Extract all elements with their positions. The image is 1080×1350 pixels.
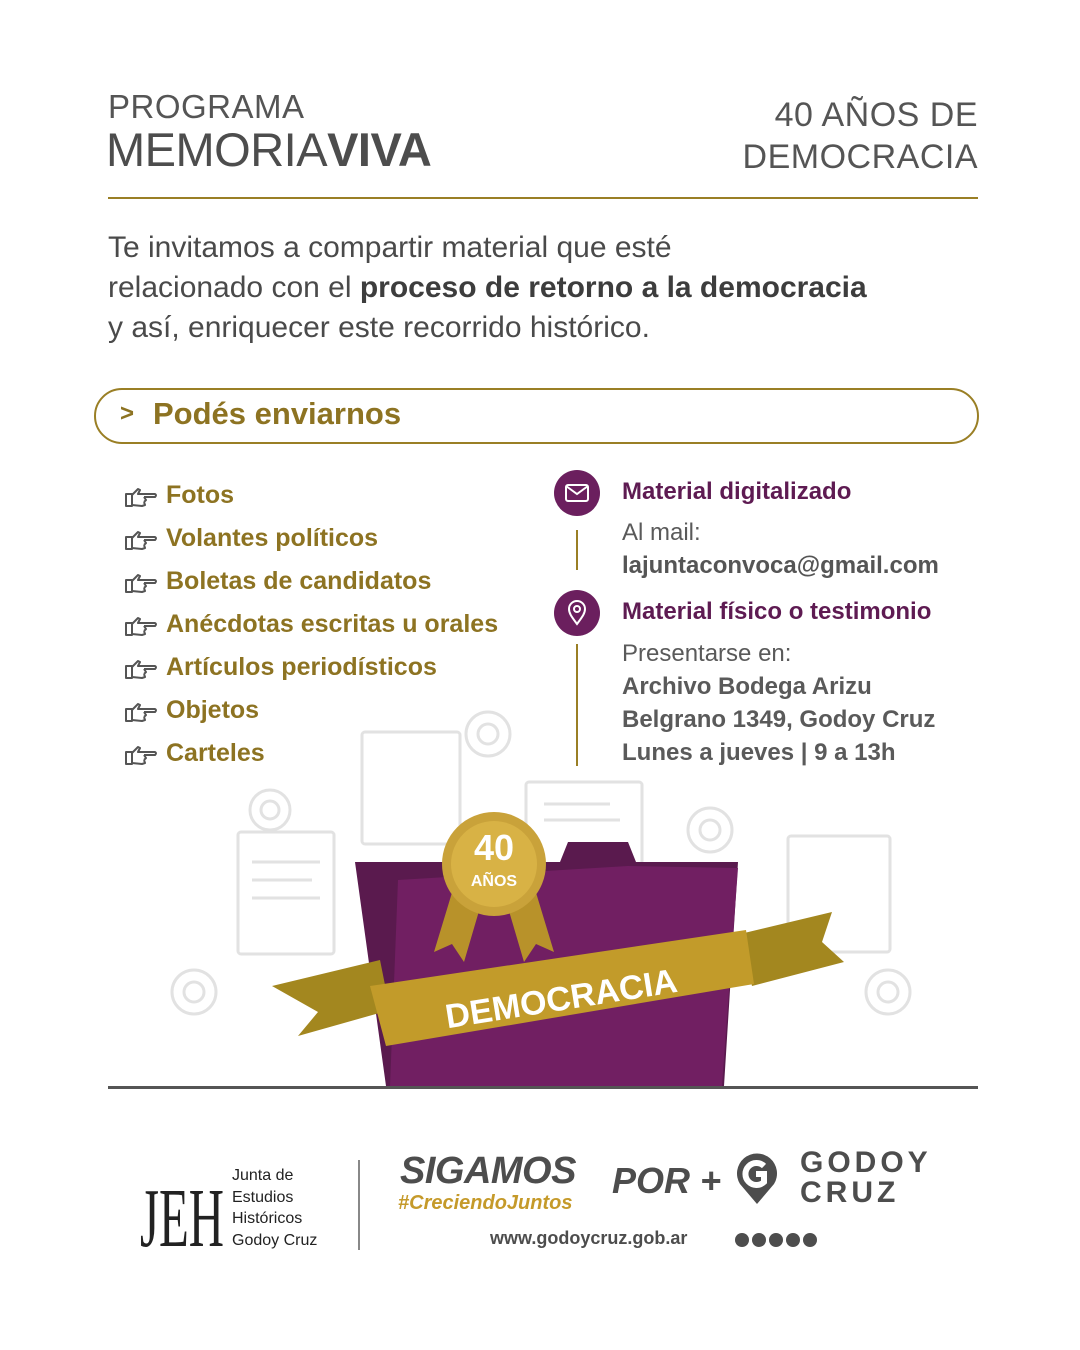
hashtag: #CreciendoJuntos — [398, 1192, 573, 1214]
list-item — [124, 474, 498, 517]
list-item — [124, 560, 498, 603]
program-title-bold: VIVA — [327, 123, 432, 176]
anniversary-heading — [743, 94, 978, 178]
digital-title: Material digitalizado — [622, 478, 852, 505]
program-title-light: MEMORIA — [106, 123, 328, 176]
pointing-hand-icon — [124, 570, 158, 594]
physical-connector — [576, 644, 578, 766]
intro-line-3: y así, enriquecer este recorrido histórico. — [108, 311, 650, 344]
program-label: PROGRAMA — [108, 88, 305, 125]
email-link[interactable]: lajuntaconvoca@gmail.com — [622, 552, 939, 579]
mail-icon — [554, 470, 600, 516]
anniversary-line-2: DEMOCRACIA — [742, 138, 978, 176]
physical-hours: Lunes a jueves | 9 a 13h — [622, 739, 896, 766]
section-title: Podés enviarnos — [153, 396, 402, 431]
godoy-cruz-wordmark — [800, 1148, 932, 1208]
list-item-label: Artículos periodísticos — [166, 653, 437, 681]
list-item — [124, 603, 498, 646]
social-icons — [735, 1233, 817, 1247]
intro-paragraph — [108, 228, 978, 348]
ribbon-left-end — [272, 960, 390, 1036]
godoy-line-2: CRUZ — [800, 1176, 900, 1209]
location-pin-icon — [554, 590, 600, 636]
intro-line-1: Te invitamos a compartir material que esté — [108, 231, 672, 264]
jeh-name — [232, 1165, 317, 1251]
list-item — [124, 646, 498, 689]
list-item-label: Carteles — [166, 739, 265, 767]
website-link[interactable]: www.godoycruz.gob.ar — [490, 1228, 688, 1248]
intro-highlight: proceso de retorno a la democracia — [359, 271, 867, 304]
jeh-line-3: Históricos — [232, 1210, 303, 1227]
jeh-line-1: Junta de — [232, 1167, 294, 1184]
anniversary-line-1: 40 AÑOS DE — [774, 96, 978, 134]
digital-connector — [576, 530, 578, 570]
digital-label: Al mail: — [622, 519, 701, 546]
twitter-icon[interactable] — [769, 1233, 783, 1247]
facebook-icon[interactable] — [735, 1233, 749, 1247]
jeh-line-4: Godoy Cruz — [232, 1231, 318, 1249]
header-divider — [108, 197, 978, 199]
pointing-hand-icon — [124, 527, 158, 551]
banner-text: DEMOCRACIA — [442, 962, 680, 1037]
ribbon-right-end — [740, 912, 844, 986]
list-item-label: Objetos — [166, 696, 260, 724]
telegram-icon[interactable] — [803, 1233, 817, 1247]
physical-label: Presentarse en: — [622, 640, 792, 667]
digital-details — [622, 516, 939, 582]
pointing-hand-icon — [124, 484, 158, 508]
pointing-hand-icon — [124, 613, 158, 637]
list-item-label: Anécdotas escritas u orales — [166, 610, 499, 638]
physical-title: Material físico o testimonio — [622, 598, 932, 625]
intro-line-2-start: relacionado con el — [108, 271, 360, 304]
instagram-icon[interactable] — [752, 1233, 766, 1247]
jeh-logo-text: JEH — [140, 1172, 224, 1265]
intro-line-2 — [108, 268, 978, 308]
list-item-label: Volantes políticos — [166, 524, 379, 552]
list-item — [124, 517, 498, 560]
physical-place: Archivo Bodega Arizu — [622, 673, 872, 700]
list-item-label: Boletas de candidatos — [166, 567, 432, 595]
jeh-logo — [140, 1150, 226, 1280]
list-item-label: Fotos — [166, 481, 235, 509]
slogan: SIGAMOS — [400, 1150, 576, 1192]
godoy-cruz-logo-icon — [734, 1152, 780, 1206]
medal-number: 40 — [473, 827, 515, 868]
slogan-por: POR + — [612, 1160, 722, 1201]
jeh-line-2: Estudios — [232, 1188, 294, 1206]
physical-address: Belgrano 1349, Godoy Cruz — [622, 706, 936, 733]
chevron-right-icon: > — [120, 400, 135, 427]
footer-divider — [108, 1086, 978, 1089]
youtube-icon[interactable] — [786, 1233, 800, 1247]
godoy-line-1: GODOY — [800, 1146, 932, 1179]
physical-details — [622, 637, 935, 769]
pointing-hand-icon — [124, 656, 158, 680]
medal-label: AÑOS — [470, 873, 518, 890]
program-title — [106, 122, 431, 177]
footer-separator — [358, 1160, 360, 1250]
